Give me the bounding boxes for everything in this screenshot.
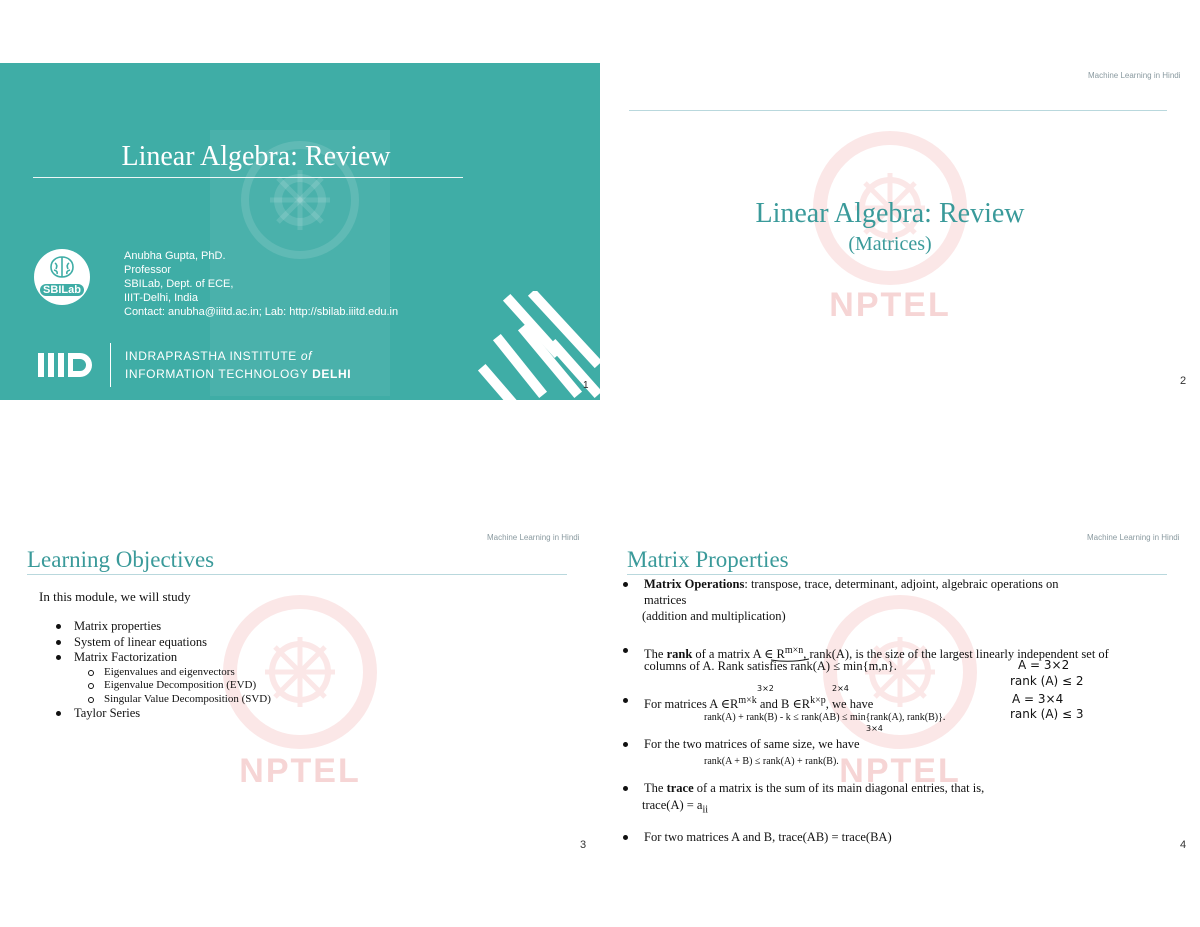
slide-header: Machine Learning in Hindi: [1087, 533, 1180, 542]
formula: [620, 798, 708, 818]
superscript: k×p: [810, 695, 826, 706]
superscript: m×k: [738, 695, 757, 706]
point-text: , rank(A), is the size of the largest linearly independent set of: [803, 647, 1109, 662]
title-underline: [627, 574, 1167, 575]
point-continuation: (addition and multiplication): [642, 609, 786, 623]
handwritten-note: 3×4: [866, 724, 883, 733]
institute-delhi: DELHI: [312, 367, 352, 381]
watermark-text: NPTEL: [829, 286, 951, 324]
author-contact: Contact: anubha@iiitd.ac.in; Lab: http://sbilab.iiitd.edu.in: [124, 306, 399, 318]
point-text: : transpose, trace, determinant, adjoint, algebraic operations on: [744, 577, 1059, 591]
institute-of: of: [300, 349, 313, 363]
point-trace: [620, 781, 984, 796]
logo-divider: [110, 343, 111, 387]
author-title: Professor: [124, 264, 172, 276]
objectives-list: [54, 619, 271, 722]
watermark-text: NPTEL: [239, 752, 361, 790]
term-bold: trace: [666, 781, 694, 795]
handwritten-note: A = 3×2: [1018, 658, 1070, 672]
matrix-properties-slide: [600, 527, 1200, 857]
point-text: of a matrix is the sum of its main diagonal entries, that is,: [696, 781, 985, 795]
title-slide: [0, 63, 600, 400]
point-text: The: [644, 781, 664, 795]
page-number: 1: [583, 380, 589, 391]
term-bold: Matrix Operations: [644, 577, 745, 591]
slide-header: Machine Learning in Hindi: [487, 533, 580, 542]
point-text: , we have: [825, 697, 874, 712]
handwritten-note: rank (A) ≤ 2: [1010, 674, 1084, 688]
point-continuation: columns of A. Rank satisfies rank(A) ≤ min{m,n}.: [644, 659, 897, 673]
slide-header: Machine Learning in Hindi: [1088, 71, 1181, 80]
point-text: For matrices A ∈R: [644, 697, 739, 712]
author-block: [124, 249, 398, 319]
objectives-slide: [0, 527, 600, 857]
author-name: Anubha Gupta, PhD.: [124, 250, 226, 262]
watermark-text: NPTEL: [839, 752, 961, 790]
institute-name: [125, 347, 351, 383]
author-institute: IIIT-Delhi, India: [124, 292, 198, 304]
handwritten-underline: [770, 657, 810, 663]
point-trace-product: For two matrices A and B, trace(AB) = trace(BA): [620, 830, 892, 845]
handwritten-note: 3×2: [757, 684, 774, 693]
superscript: m×n: [784, 645, 804, 656]
term-bold: rank: [666, 647, 693, 662]
formula: rank(A + B) ≤ rank(A) + rank(B).: [704, 756, 839, 767]
formula-text: trace(A) = a: [642, 798, 703, 812]
institute-line2: INFORMATION TECHNOLOGY: [125, 367, 309, 381]
list-item: Matrix Factorization: [54, 650, 271, 666]
point-operations: [620, 577, 1058, 592]
section-slide: [600, 63, 1200, 400]
title-underline: [33, 177, 463, 178]
slide-title: Matrix Properties: [627, 547, 789, 572]
list-subitem: Singular Value Decomposition (SVD): [54, 693, 271, 707]
section-subtitle: (Matrices): [848, 233, 932, 255]
point-text: and B ∈R: [759, 697, 811, 712]
slide-title: Learning Objectives: [27, 547, 215, 572]
nptel-watermark: [820, 592, 980, 790]
sbilab-logo: [34, 249, 90, 305]
iiitd-logo-icon: [38, 351, 94, 381]
list-subitem: Eigenvalue Decomposition (EVD): [54, 679, 271, 693]
logo-text: SBILab: [40, 284, 84, 296]
handwritten-note: 2×4: [832, 684, 849, 693]
institute-line1: INDRAPRASTHA INSTITUTE: [125, 349, 297, 363]
section-title: Linear Algebra: Review: [755, 198, 1025, 229]
formula: rank(A) + rank(B) - k ≤ rank(AB) ≤ min{rank(A), rank(B)}.: [704, 712, 946, 723]
list-item: System of linear equations: [54, 635, 271, 651]
point-continuation: matrices: [644, 593, 687, 607]
presentation-title: Linear Algebra: Review: [121, 141, 391, 172]
list-item: Matrix properties: [54, 619, 271, 635]
point-rank-sum: For the two matrices of same size, we have: [620, 737, 860, 752]
point-text: of a matrix A ∈ R: [695, 647, 785, 662]
author-dept: SBILab, Dept. of ECE,: [124, 278, 234, 290]
diagonal-stripes-decoration: [470, 291, 600, 400]
title-underline: [27, 574, 567, 575]
handwritten-note: rank (A) ≤ 3: [1010, 707, 1084, 721]
page-number: 2: [1180, 375, 1187, 387]
list-item: Taylor Series: [54, 706, 271, 722]
brain-icon: [48, 255, 76, 281]
list-subitem: Eigenvalues and eigenvectors: [54, 666, 271, 680]
intro-text: In this module, we will study: [39, 589, 191, 604]
subscript: ii: [702, 804, 709, 816]
page-number: 4: [1180, 839, 1187, 851]
point-text: The: [644, 647, 664, 662]
handwritten-note: A = 3×4: [1012, 692, 1064, 706]
header-line: [629, 110, 1167, 111]
page-number: 3: [580, 839, 587, 851]
